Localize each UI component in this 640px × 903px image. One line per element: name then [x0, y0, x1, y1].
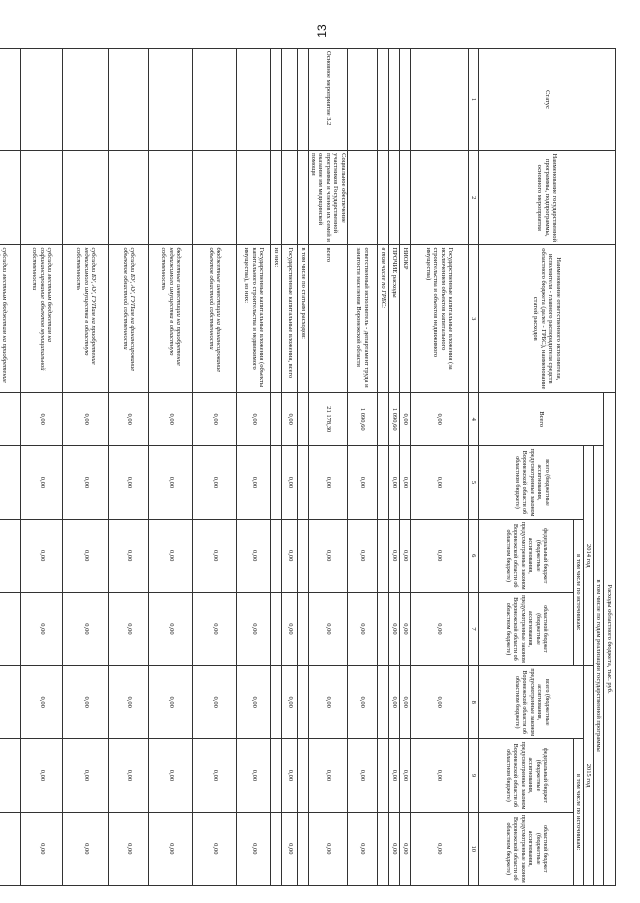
value-cell: 0,00 — [411, 446, 469, 519]
value-cell: 0,00 — [411, 592, 469, 665]
table-row — [298, 49, 309, 886]
value-cell: 0,00 — [21, 393, 63, 446]
value-cell: 0,00 — [193, 666, 237, 739]
status-cell — [378, 49, 389, 151]
value-cell: 0,00 — [309, 519, 348, 592]
value-cell: 0,00 — [389, 592, 400, 665]
value-cell: 0,00 — [149, 446, 193, 519]
row-name-cell: НИОКР — [400, 245, 411, 393]
column-number: 2 — [469, 151, 479, 245]
program-cell — [378, 151, 389, 245]
table-row — [63, 49, 109, 886]
value-cell: 0,00 — [400, 592, 411, 665]
status-header: Статус — [479, 49, 616, 151]
program-cell — [0, 151, 21, 245]
value-cell: 0,00 — [282, 739, 298, 812]
value-cell: 0,00 — [193, 592, 237, 665]
value-cell: 0,00 — [282, 393, 298, 446]
value-cell: 0,00 — [411, 739, 469, 812]
value-cell: 0,00 — [400, 393, 411, 446]
value-cell — [0, 592, 21, 665]
value-cell: 0,00 — [63, 666, 109, 739]
value-cell: 0,00 — [193, 519, 237, 592]
regional-2015-header: областной бюджет (бюджетные ассигнования, предусмотренные законом Воронежской области об областном бюджете) — [479, 812, 574, 885]
value-cell: 0,00 — [400, 519, 411, 592]
value-cell: 0,00 — [309, 592, 348, 665]
value-cell: 0,00 — [389, 812, 400, 885]
status-cell — [348, 49, 378, 151]
all-budget-2015-header: всего (бюджетные ассигнования, предусмотренные законом Воронежской области об областном бюджете) — [479, 666, 584, 739]
budget-subtitle: в том числе по годам реализации государственной программы — [594, 446, 604, 886]
value-cell: 0,00 — [149, 812, 193, 885]
table-row — [348, 49, 378, 886]
program-cell — [348, 151, 378, 245]
table-row — [149, 49, 193, 886]
value-cell — [298, 592, 309, 665]
program-cell — [149, 151, 193, 245]
column-number: 9 — [469, 739, 479, 812]
status-cell — [193, 49, 237, 151]
value-cell: 0,00 — [109, 812, 149, 885]
value-cell: 0,00 — [149, 519, 193, 592]
column-number: 7 — [469, 592, 479, 665]
status-cell — [21, 49, 63, 151]
table-row — [271, 49, 282, 886]
table-row — [282, 49, 298, 886]
value-cell: 0,00 — [109, 446, 149, 519]
total-header: Всего — [479, 393, 604, 446]
value-cell: 0,00 — [309, 812, 348, 885]
program-cell — [298, 151, 309, 245]
row-name-cell: ПРОЧИЕ расходы — [389, 245, 400, 393]
table-row — [109, 49, 149, 886]
table-row — [237, 49, 271, 886]
year-2015-header: 2015 год — [584, 666, 594, 886]
value-cell: 0,00 — [411, 393, 469, 446]
value-cell: 0,00 — [109, 739, 149, 812]
incl-sources-2015: в том числе по источникам: — [574, 739, 584, 886]
status-cell — [0, 49, 21, 151]
value-cell: 0,00 — [389, 739, 400, 812]
program-cell — [237, 151, 271, 245]
value-cell: 0,00 — [348, 519, 378, 592]
column-number: 6 — [469, 519, 479, 592]
value-cell: 0,00 — [309, 739, 348, 812]
value-cell: 0,00 — [63, 393, 109, 446]
program-cell — [271, 151, 282, 245]
row-name-cell: субсидии БУ, АУ, ГУПам на приобретение недвижимого имущества в областную собственность — [63, 245, 109, 393]
status-cell — [63, 49, 109, 151]
value-cell — [298, 739, 309, 812]
value-cell: 0,00 — [193, 393, 237, 446]
program-cell — [109, 151, 149, 245]
status-cell — [389, 49, 400, 151]
program-cell — [282, 151, 298, 245]
table-row — [193, 49, 237, 886]
budget-title: Расходы областного бюджета, тыс. руб. — [604, 393, 616, 886]
value-cell: 0,00 — [411, 519, 469, 592]
value-cell: 0,00 — [411, 812, 469, 885]
value-cell: 0,00 — [63, 812, 109, 885]
value-cell: 0,00 — [21, 519, 63, 592]
status-cell — [271, 49, 282, 151]
row-name-cell: субсидии местным бюджетам на приобретение — [0, 245, 21, 393]
value-cell — [0, 739, 21, 812]
value-cell: 0,00 — [237, 446, 271, 519]
value-cell: 0,00 — [193, 446, 237, 519]
row-name-cell: в том числе по статьям расходов: — [298, 245, 309, 393]
status-cell — [282, 49, 298, 151]
value-cell — [0, 446, 21, 519]
executor-name-header: Наименование ответственного исполнителя, исполнителя - главного распорядителя средств областного бюджета (далее - ГРБС), наименование статей расходов — [479, 245, 616, 393]
value-cell: 0,00 — [282, 666, 298, 739]
value-cell — [271, 812, 282, 885]
regional-2014-header: областной бюджет (бюджетные ассигнования, предусмотренные законом Воронежской области об областном бюджете) — [479, 592, 574, 665]
value-cell — [378, 739, 389, 812]
value-cell: 0,00 — [63, 519, 109, 592]
budget-table-container — [1, 48, 616, 886]
value-cell: 0,00 — [237, 592, 271, 665]
value-cell: 0,00 — [237, 519, 271, 592]
value-cell: 0,00 — [411, 666, 469, 739]
table-row — [378, 49, 389, 886]
value-cell: 0,00 — [309, 666, 348, 739]
column-number: 8 — [469, 666, 479, 739]
value-cell — [378, 519, 389, 592]
budget-table — [0, 48, 616, 886]
value-cell — [271, 739, 282, 812]
value-cell — [378, 666, 389, 739]
value-cell: 0,00 — [193, 739, 237, 812]
value-cell — [298, 519, 309, 592]
value-cell: 21 178,30 — [309, 393, 348, 446]
value-cell: 0,00 — [109, 519, 149, 592]
value-cell: 0,00 — [21, 812, 63, 885]
row-name-cell: Государственные капитальные вложения (объекты капитального строительства и недвижимого имущества), из них: — [237, 245, 271, 393]
table-row — [21, 49, 63, 886]
value-cell: 0,00 — [21, 739, 63, 812]
value-cell: 0,00 — [193, 812, 237, 885]
value-cell — [0, 393, 21, 446]
value-cell — [378, 446, 389, 519]
value-cell: 0,00 — [400, 666, 411, 739]
value-cell — [0, 519, 21, 592]
value-cell — [271, 592, 282, 665]
value-cell — [298, 393, 309, 446]
row-name-cell: бюджетные инвестиции на финансирование объектов областной собственности — [193, 245, 237, 393]
value-cell: 0,00 — [400, 812, 411, 885]
value-cell: 0,00 — [348, 592, 378, 665]
program-cell — [193, 151, 237, 245]
value-cell — [298, 812, 309, 885]
value-cell: 1 090,60 — [389, 393, 400, 446]
status-cell — [411, 49, 469, 151]
value-cell: 0,00 — [63, 739, 109, 812]
value-cell — [271, 446, 282, 519]
row-name-cell: бюджетные инвестиции на приобретение недвижимого имущества в областную собственность — [149, 245, 193, 393]
value-cell: 0,00 — [282, 446, 298, 519]
value-cell — [298, 446, 309, 519]
row-name-cell: из них: — [271, 245, 282, 393]
status-cell — [109, 49, 149, 151]
value-cell: 0,00 — [149, 393, 193, 446]
value-cell: 0,00 — [63, 592, 109, 665]
value-cell: 0,00 — [282, 519, 298, 592]
table-row — [400, 49, 411, 886]
column-numbers-row — [469, 49, 479, 886]
all-budget-2014-header: всего (бюджетные ассигнования, предусмотренные законом Воронежской области об областном бюджете) — [479, 446, 584, 519]
value-cell — [0, 666, 21, 739]
page-number: 13 — [315, 24, 329, 38]
value-cell: 0,00 — [237, 812, 271, 885]
program-cell — [63, 151, 109, 245]
status-cell — [149, 49, 193, 151]
value-cell: 0,00 — [237, 666, 271, 739]
value-cell: 0,00 — [348, 446, 378, 519]
value-cell: 0,00 — [237, 739, 271, 812]
row-name-cell: Государственные капитальные вложения (за исключением объектов капитального строительства и объектов недвижимого имущества) — [411, 245, 469, 393]
value-cell: 0,00 — [348, 812, 378, 885]
value-cell — [298, 666, 309, 739]
value-cell: 0,00 — [282, 592, 298, 665]
program-cell — [21, 151, 63, 245]
value-cell: 0,00 — [149, 666, 193, 739]
value-cell: 0,00 — [400, 739, 411, 812]
value-cell: 1 090,60 — [348, 393, 378, 446]
value-cell — [271, 393, 282, 446]
value-cell — [0, 812, 21, 885]
row-name-cell: всего — [309, 245, 348, 393]
value-cell — [378, 592, 389, 665]
program-cell — [400, 151, 411, 245]
program-name-header: Наименование государственной программы, подпрограммы, основного мероприятия — [479, 151, 616, 245]
value-cell — [378, 812, 389, 885]
column-number: 5 — [469, 446, 479, 519]
table-row — [0, 49, 21, 886]
value-cell: 0,00 — [149, 739, 193, 812]
table-row — [309, 49, 348, 886]
value-cell: 0,00 — [149, 592, 193, 665]
table-row — [411, 49, 469, 886]
year-2014-header: 2014 год — [584, 446, 594, 666]
value-cell: 0,00 — [109, 592, 149, 665]
column-number: 1 — [469, 49, 479, 151]
column-number: 3 — [469, 245, 479, 393]
incl-sources-2014: в том числе по источникам: — [574, 519, 584, 666]
value-cell: 0,00 — [237, 393, 271, 446]
value-cell: 0,00 — [348, 666, 378, 739]
program-cell: Социальное обеспечение участников Государственной программы и членов их семей и оказание им медицинской помощи — [309, 151, 348, 245]
federal-2014-header: федеральный бюджет (бюджетные ассигнования, предусмотренные законом Воронежской области об областном бюджете) — [479, 519, 574, 592]
row-name-cell: Государственные капитальные вложения, всего — [282, 245, 298, 393]
value-cell: 0,00 — [309, 446, 348, 519]
value-cell: 0,00 — [348, 739, 378, 812]
column-number: 4 — [469, 393, 479, 446]
value-cell: 0,00 — [400, 446, 411, 519]
value-cell: 0,00 — [109, 666, 149, 739]
column-number: 10 — [469, 812, 479, 885]
row-name-cell: субсидии БУ, АУ, ГУПам на финансирование объектов областной собственности — [109, 245, 149, 393]
status-cell — [298, 49, 309, 151]
value-cell: 0,00 — [389, 666, 400, 739]
value-cell: 0,00 — [21, 592, 63, 665]
row-name-cell: в том числе по ГРБС: — [378, 245, 389, 393]
status-cell — [237, 49, 271, 151]
rotated-sheet — [1, 48, 616, 886]
value-cell: 0,00 — [21, 446, 63, 519]
value-cell — [271, 519, 282, 592]
value-cell — [378, 393, 389, 446]
value-cell: 0,00 — [282, 812, 298, 885]
row-name-cell: субсидии местным бюджетам на софинансирование объектов муниципальной собственности — [21, 245, 63, 393]
federal-2015-header: федеральный бюджет (бюджетные ассигнования, предусмотренные законом Воронежской области об областном бюджете) — [479, 739, 574, 812]
budget-table-body — [0, 49, 469, 886]
value-cell: 0,00 — [21, 666, 63, 739]
value-cell: 0,00 — [389, 519, 400, 592]
status-cell: Основное мероприятие 3.2 — [309, 49, 348, 151]
value-cell: 0,00 — [63, 446, 109, 519]
value-cell: 0,00 — [389, 446, 400, 519]
status-cell — [400, 49, 411, 151]
program-cell — [411, 151, 469, 245]
table-row — [389, 49, 400, 886]
value-cell: 0,00 — [109, 393, 149, 446]
value-cell — [271, 666, 282, 739]
program-cell — [389, 151, 400, 245]
row-name-cell: ответственный исполнитель - департамент труда и занятости населения Воронежской области — [348, 245, 378, 393]
